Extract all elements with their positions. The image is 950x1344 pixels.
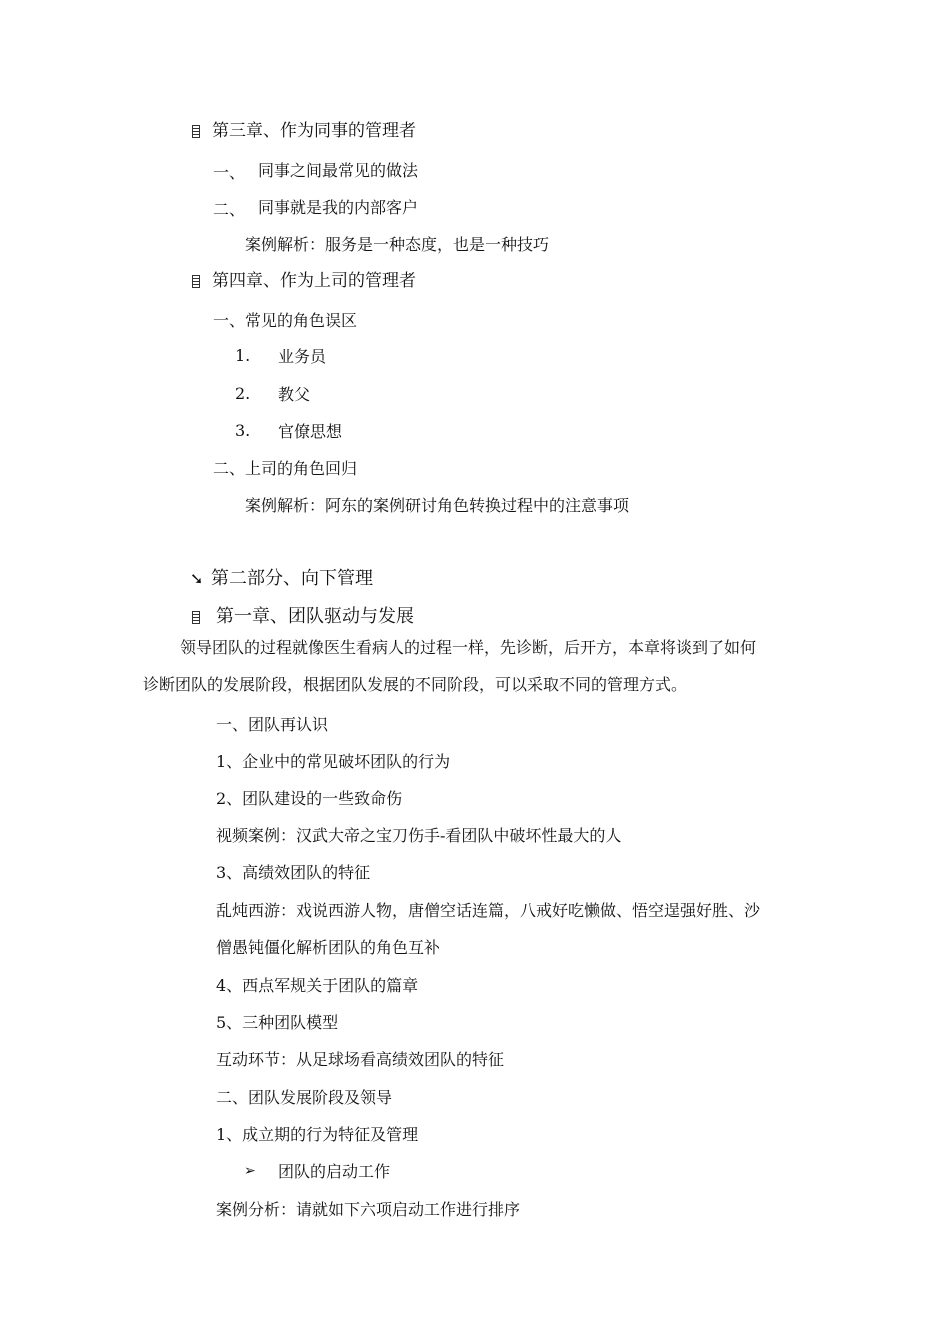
list-item: 1、企业中的常见破坏团队的行为 <box>216 752 451 771</box>
paragraph-line: 诊断团队的发展阶段，根据团队发展的不同阶段，可以采取不同的管理方式。 <box>143 675 688 694</box>
list-item: 1、成立期的行为特征及管理 <box>216 1125 419 1144</box>
case-line: 互动环节：从足球场看高绩效团队的特征 <box>216 1050 505 1069</box>
case-line: 案例解析：阿东的案例研讨角色转换过程中的注意事项 <box>245 496 630 515</box>
list-item: 2、团队建设的一些致命伤 <box>216 789 403 808</box>
list-number: 2. <box>235 384 251 403</box>
list-item: 教父 <box>278 385 311 404</box>
document-list-icon <box>192 275 200 288</box>
list-number: 一、 <box>213 163 246 182</box>
section-heading: 二、上司的角色回归 <box>213 459 358 478</box>
list-item: 业务员 <box>278 347 327 366</box>
section-heading: 一、团队再认识 <box>216 715 329 734</box>
list-item: 团队的启动工作 <box>278 1162 391 1181</box>
bullet-arrow-icon: ➢ <box>244 1163 256 1179</box>
diagonal-arrow-icon: ➘ <box>190 569 204 588</box>
case-line: 视频案例：汉武大帝之宝刀伤手-看团队中破坏性最大的人 <box>216 826 622 845</box>
paragraph-line: 乱炖西游：戏说西游人物，唐僧空话连篇，八戒好吃懒做、悟空逞强好胜、沙 <box>216 901 761 920</box>
list-number: 二、 <box>213 200 246 219</box>
paragraph-line: 僧愚钝僵化解析团队的角色互补 <box>216 938 441 957</box>
part-heading: 第二部分、向下管理 <box>211 568 373 589</box>
list-item: 官僚思想 <box>278 422 343 441</box>
list-item: 3、高绩效团队的特征 <box>216 863 371 882</box>
list-number: 1. <box>235 346 251 365</box>
list-item: 同事就是我的内部客户 <box>258 198 419 217</box>
list-item: 同事之间最常见的做法 <box>258 161 419 180</box>
list-number: 3. <box>235 421 251 440</box>
document-list-icon <box>192 125 200 138</box>
list-item: 4、西点军规关于团队的篇章 <box>216 976 419 995</box>
case-line: 案例分析：请就如下六项启动工作进行排序 <box>216 1200 521 1219</box>
paragraph-line: 领导团队的过程就像医生看病人的过程一样，先诊断，后开方，本章将谈到了如何 <box>180 638 757 657</box>
case-line: 案例解析：服务是一种态度，也是一种技巧 <box>245 235 550 254</box>
section-heading: 二、团队发展阶段及领导 <box>216 1088 393 1107</box>
chapter-heading: 第四章、作为上司的管理者 <box>212 271 416 291</box>
chapter-heading: 第三章、作为同事的管理者 <box>212 121 416 141</box>
list-item: 5、三种团队模型 <box>216 1013 339 1032</box>
chapter-heading: 第一章、团队驱动与发展 <box>216 606 414 627</box>
section-heading: 一、常见的角色误区 <box>213 311 358 330</box>
document-list-icon <box>192 611 200 624</box>
